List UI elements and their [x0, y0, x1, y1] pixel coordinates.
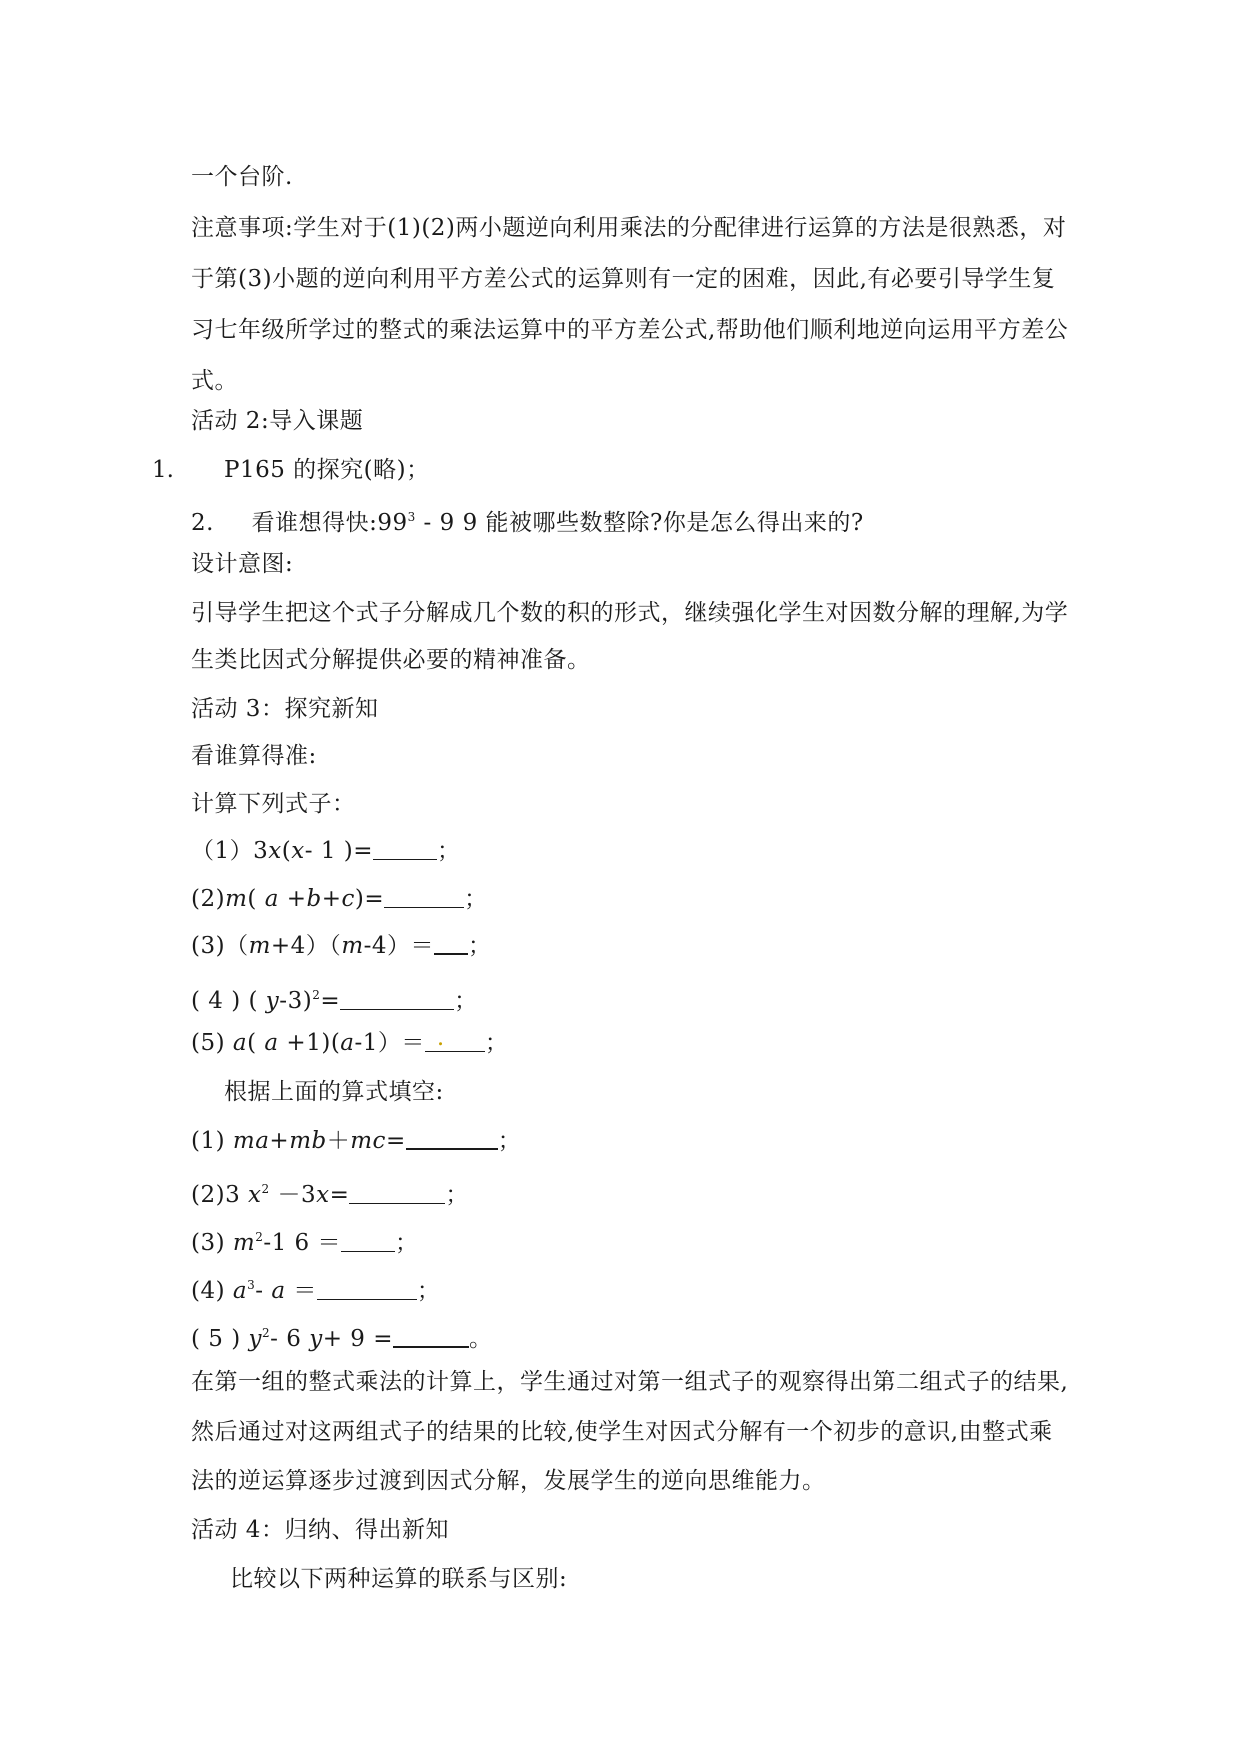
eq-text: (5) [191, 1030, 233, 1056]
eq-var: mc [350, 1128, 386, 1154]
eq-text: -1 6 ＝ [263, 1230, 342, 1256]
paragraph-line: 习七年级所学过的整式的乘法运算中的平方差公式,帮助他们顺利地逆向运用平方差公 [191, 317, 1069, 343]
equation-4 [191, 980, 478, 1016]
factor-3 [191, 1222, 419, 1258]
eq-text: ； [484, 1030, 509, 1056]
eq-text: = [385, 1128, 406, 1154]
eq-var: a [232, 1278, 248, 1304]
list-item [191, 502, 864, 538]
eq-var: y [309, 1326, 323, 1352]
eq-text: (4) [191, 1278, 233, 1304]
answer-blank [317, 1277, 417, 1300]
eq-var: a [271, 1278, 286, 1304]
eq-text: )= [354, 886, 385, 912]
eq-text: ( 5 ) [191, 1326, 249, 1352]
eq-var: m [232, 1230, 256, 1256]
answer-blank [373, 837, 437, 860]
list-number: 1. [152, 457, 174, 483]
eq-var: b [306, 886, 322, 912]
eq-text: (2)3 [191, 1182, 249, 1208]
equation-3 [191, 931, 492, 961]
paragraph-line: 设计意图: [191, 551, 294, 577]
factor-4 [191, 1270, 440, 1306]
eq-var: c [341, 886, 355, 912]
eq-text: + [269, 1128, 290, 1154]
eq-text: -4）＝ [363, 933, 435, 959]
eq-var: x [291, 838, 305, 864]
eq-text: +4）（ [270, 933, 342, 959]
eq-text: (1) [191, 1128, 233, 1154]
paragraph-line: 在第一组的整式乘法的计算上，学生通过对第一组式子的观察得出第二组式子的结果, [191, 1369, 1069, 1395]
paragraph-line: 式。 [191, 368, 238, 394]
eq-text: ； [416, 1278, 441, 1304]
eq-var: x [316, 1182, 330, 1208]
superscript: 2 [262, 1326, 271, 1340]
factor-1 [191, 1126, 521, 1156]
eq-var: y [265, 988, 280, 1014]
paragraph-line: 一个台阶. [191, 164, 293, 190]
eq-text: - [255, 1278, 272, 1304]
superscript: 3 [407, 510, 416, 524]
eq-text: ； [497, 1128, 522, 1154]
equation-2 [191, 884, 488, 914]
eq-text: - 1 )= [304, 838, 374, 864]
eq-text: (2) [191, 886, 226, 912]
question-text: 看谁想得快:99 [251, 510, 408, 536]
eq-text: ； [395, 1230, 419, 1256]
section-heading: 活动 2:导入课题 [191, 408, 364, 434]
factor-2 [191, 1174, 469, 1210]
eq-var: m [341, 933, 364, 959]
eq-text: ＝ [285, 1278, 317, 1304]
superscript: 2 [312, 988, 321, 1002]
eq-text: = [320, 988, 341, 1014]
paragraph-line: 生类比因式分解提供必要的精神准备。 [191, 647, 591, 673]
superscript: 2 [261, 1182, 270, 1196]
paragraph-line: 根据上面的算式填空: [224, 1079, 444, 1105]
eq-text: 。 [469, 1326, 493, 1352]
paragraph-line: 引导学生把这个式子分解成几个数的积的形式，继续强化学生对因数分解的理解,为学 [191, 600, 1069, 626]
question-text: - 9 9 能被哪些数整除?你是怎么得出来的? [415, 510, 864, 536]
eq-text: + [278, 886, 307, 912]
answer-blank [340, 987, 454, 1010]
answer-blank [384, 885, 464, 908]
equation-5 [191, 1025, 509, 1058]
eq-var: x [248, 1182, 262, 1208]
eq-var: a [340, 1030, 355, 1056]
eq-text: = [329, 1182, 350, 1208]
answer-blank [406, 1126, 498, 1150]
answer-blank [425, 1025, 485, 1052]
eq-text: ( [281, 838, 292, 864]
eq-text: + [321, 886, 342, 912]
eq-text: - 6 [270, 1326, 310, 1352]
eq-text: （1）3 [191, 838, 269, 864]
paragraph-line: 看谁算得准: [191, 743, 317, 769]
paragraph-line: 法的逆运算逐步过渡到因式分解，发展学生的逆向思维能力。 [191, 1468, 826, 1494]
eq-text: ； [437, 838, 461, 864]
answer-blank [434, 931, 468, 955]
eq-var: a [264, 886, 279, 912]
factor-5 [191, 1318, 493, 1354]
answer-blank [349, 1181, 445, 1204]
eq-text: ； [464, 886, 488, 912]
eq-text: +1)( [278, 1030, 341, 1056]
eq-var: a [232, 1030, 248, 1056]
list-item: P165 的探究(略)； [224, 457, 430, 483]
eq-text: ＋ [326, 1128, 351, 1154]
paragraph-line: 然后通过对这两组式子的结果的比较,使学生对因式分解有一个初步的意识,由整式乘 [191, 1419, 1053, 1445]
eq-text: -1）＝ [354, 1030, 425, 1056]
eq-var: mb [289, 1128, 327, 1154]
paragraph-line: 于第(3)小题的逆向利用平方差公式的运算则有一定的困难，因此,有必要引导学生复 [191, 266, 1056, 292]
paragraph-line: 计算下列式子： [191, 791, 356, 817]
eq-var: ma [232, 1128, 270, 1154]
eq-text: －3 [269, 1182, 317, 1208]
eq-text: ( 4 ) ( [191, 988, 266, 1014]
eq-text: (3)（ [191, 933, 249, 959]
superscript: 2 [255, 1230, 264, 1244]
eq-var: m [248, 933, 271, 959]
mark-dot: . [436, 1025, 445, 1051]
eq-var: x [268, 838, 282, 864]
equation-1 [191, 836, 461, 866]
eq-text: (3) [191, 1230, 233, 1256]
section-heading: 活动 4：归纳、得出新知 [191, 1517, 449, 1543]
list-number: 2. [191, 510, 214, 536]
eq-text: ( [247, 1030, 265, 1056]
eq-text: ( [247, 886, 265, 912]
answer-blank [341, 1229, 395, 1252]
superscript: 3 [247, 1278, 256, 1292]
paragraph-line: 注意事项:学生对于(1)(2)两小题逆向利用乘法的分配律进行运算的方法是很熟悉，对 [191, 215, 1067, 241]
answer-blank [393, 1324, 469, 1348]
eq-text: ； [445, 1182, 469, 1208]
eq-text: ； [468, 933, 492, 959]
eq-var: a [264, 1030, 279, 1056]
eq-text: -3) [279, 988, 313, 1014]
section-heading: 活动 3：探究新知 [191, 696, 379, 722]
paragraph-line: 比较以下两种运算的联系与区别: [230, 1566, 568, 1592]
eq-var: m [225, 886, 248, 912]
eq-text: ； [454, 988, 478, 1014]
eq-var: y [248, 1326, 263, 1352]
eq-text: + 9 = [322, 1326, 393, 1352]
